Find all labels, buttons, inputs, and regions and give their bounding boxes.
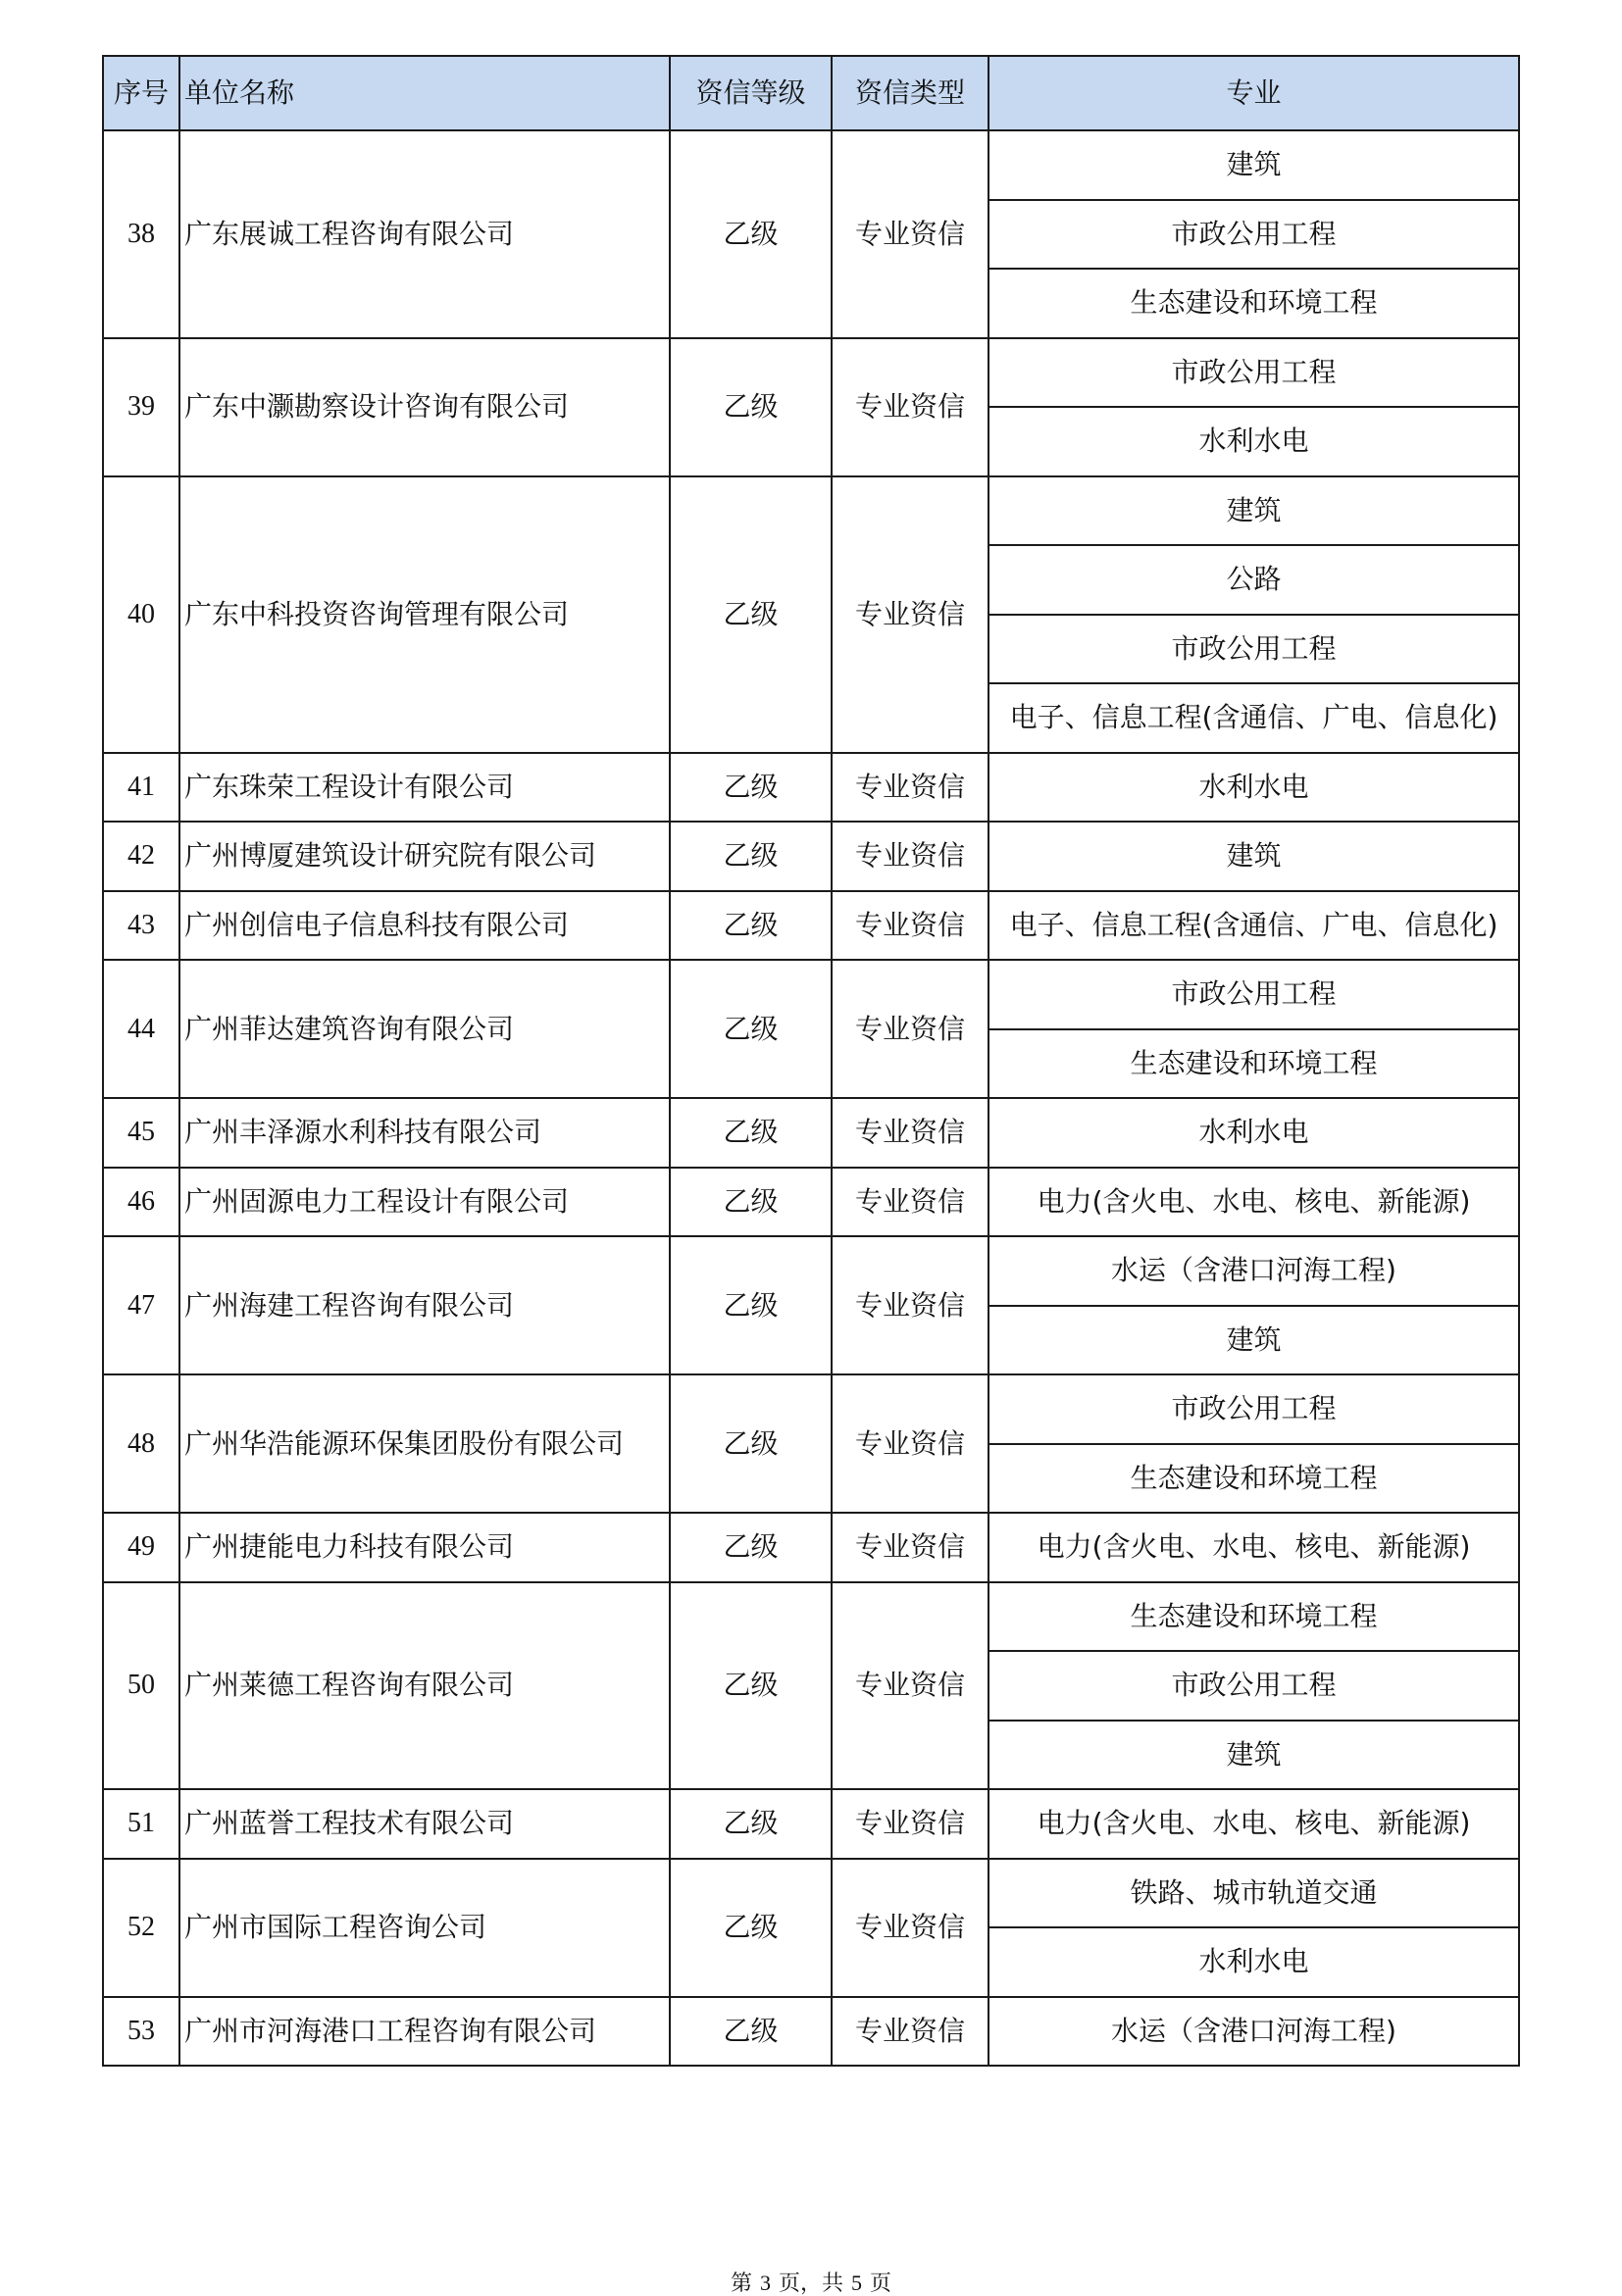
qualification-grade: 乙级 xyxy=(670,338,832,476)
qualification-grade: 乙级 xyxy=(670,1513,832,1582)
specialty-cell: 水利水电 xyxy=(988,753,1519,823)
specialty-cell: 市政公用工程 xyxy=(988,1374,1519,1444)
company-name: 广州博厦建筑设计研究院有限公司 xyxy=(179,822,670,891)
qualification-type: 专业资信 xyxy=(832,822,988,891)
qualification-type: 专业资信 xyxy=(832,1582,988,1790)
specialty-cell: 电子、信息工程(含通信、广电、信息化) xyxy=(988,891,1519,961)
company-name: 广州捷能电力科技有限公司 xyxy=(179,1513,670,1582)
specialty-cell: 电力(含火电、水电、核电、新能源) xyxy=(988,1513,1519,1582)
qualification-type: 专业资信 xyxy=(832,960,988,1098)
row-number: 53 xyxy=(103,1997,179,2067)
specialty-cell: 水运（含港口河海工程) xyxy=(988,1997,1519,2067)
specialty-cell: 水利水电 xyxy=(988,407,1519,476)
row-number: 44 xyxy=(103,960,179,1098)
qualification-type: 专业资信 xyxy=(832,1098,988,1168)
qualification-grade: 乙级 xyxy=(670,130,832,338)
table-row xyxy=(103,338,1519,408)
specialty-cell: 建筑 xyxy=(988,1306,1519,1375)
company-name: 广州市国际工程咨询公司 xyxy=(179,1859,670,1997)
row-number: 51 xyxy=(103,1789,179,1859)
specialty-cell: 建筑 xyxy=(988,476,1519,546)
footer-total-pages: 5 xyxy=(851,2271,862,2295)
specialty-cell: 建筑 xyxy=(988,1721,1519,1790)
specialty-cell: 市政公用工程 xyxy=(988,615,1519,684)
header-no: 序号 xyxy=(103,56,179,130)
specialty-cell: 生态建设和环境工程 xyxy=(988,1444,1519,1514)
qualification-grade: 乙级 xyxy=(670,1789,832,1859)
table-row xyxy=(103,1789,1519,1859)
qualification-type: 专业资信 xyxy=(832,891,988,961)
qualification-type: 专业资信 xyxy=(832,1789,988,1859)
company-name: 广东珠荣工程设计有限公司 xyxy=(179,753,670,823)
table-row xyxy=(103,1236,1519,1306)
specialty-cell: 市政公用工程 xyxy=(988,1651,1519,1721)
table-row xyxy=(103,753,1519,823)
qualification-type: 专业资信 xyxy=(832,1513,988,1582)
table-row xyxy=(103,1168,1519,1237)
page-footer xyxy=(0,2272,1622,2295)
row-number: 41 xyxy=(103,753,179,823)
specialty-cell: 水运（含港口河海工程) xyxy=(988,1236,1519,1306)
qualification-grade: 乙级 xyxy=(670,960,832,1098)
specialty-cell: 建筑 xyxy=(988,130,1519,200)
row-number: 46 xyxy=(103,1168,179,1237)
header-grade: 资信等级 xyxy=(670,56,832,130)
qualification-grade: 乙级 xyxy=(670,1997,832,2067)
qualification-type: 专业资信 xyxy=(832,130,988,338)
row-number: 40 xyxy=(103,476,179,753)
row-number: 47 xyxy=(103,1236,179,1374)
table-row xyxy=(103,891,1519,961)
row-number: 38 xyxy=(103,130,179,338)
specialty-cell: 水利水电 xyxy=(988,1098,1519,1168)
footer-page-number: 3 xyxy=(759,2271,771,2295)
company-name: 广州市河海港口工程咨询有限公司 xyxy=(179,1997,670,2067)
specialty-cell: 公路 xyxy=(988,545,1519,615)
table-row xyxy=(103,822,1519,891)
company-name: 广东中科投资咨询管理有限公司 xyxy=(179,476,670,753)
qualification-type: 专业资信 xyxy=(832,1236,988,1374)
specialty-cell: 建筑 xyxy=(988,822,1519,891)
company-name: 广州莱德工程咨询有限公司 xyxy=(179,1582,670,1790)
table-body xyxy=(103,130,1519,2066)
company-name: 广东中灏勘察设计咨询有限公司 xyxy=(179,338,670,476)
specialty-cell: 生态建设和环境工程 xyxy=(988,1029,1519,1099)
specialty-cell: 市政公用工程 xyxy=(988,960,1519,1029)
footer-prefix: 第 xyxy=(730,2271,752,2296)
qualification-grade: 乙级 xyxy=(670,476,832,753)
company-name: 广州华浩能源环保集团股份有限公司 xyxy=(179,1374,670,1513)
qualification-grade: 乙级 xyxy=(670,822,832,891)
table-row xyxy=(103,1374,1519,1444)
specialty-cell: 电力(含火电、水电、核电、新能源) xyxy=(988,1789,1519,1859)
row-number: 43 xyxy=(103,891,179,961)
specialty-cell: 市政公用工程 xyxy=(988,338,1519,408)
specialty-cell: 电子、信息工程(含通信、广电、信息化) xyxy=(988,683,1519,753)
table-row xyxy=(103,476,1519,546)
company-name: 广州海建工程咨询有限公司 xyxy=(179,1236,670,1374)
company-name: 广东展诚工程咨询有限公司 xyxy=(179,130,670,338)
table-row xyxy=(103,1098,1519,1168)
row-number: 45 xyxy=(103,1098,179,1168)
qualification-grade: 乙级 xyxy=(670,753,832,823)
qualification-type: 专业资信 xyxy=(832,1168,988,1237)
row-number: 39 xyxy=(103,338,179,476)
specialty-cell: 铁路、城市轨道交通 xyxy=(988,1859,1519,1928)
specialty-cell: 生态建设和环境工程 xyxy=(988,269,1519,338)
header-specialty: 专业 xyxy=(988,56,1519,130)
row-number: 49 xyxy=(103,1513,179,1582)
specialty-cell: 生态建设和环境工程 xyxy=(988,1582,1519,1652)
company-name: 广州固源电力工程设计有限公司 xyxy=(179,1168,670,1237)
company-name: 广州蓝誉工程技术有限公司 xyxy=(179,1789,670,1859)
table-row xyxy=(103,130,1519,200)
qualification-grade: 乙级 xyxy=(670,1582,832,1790)
qualification-type: 专业资信 xyxy=(832,1997,988,2067)
row-number: 42 xyxy=(103,822,179,891)
qualification-type: 专业资信 xyxy=(832,1859,988,1997)
qualification-grade: 乙级 xyxy=(670,1168,832,1237)
specialty-cell: 水利水电 xyxy=(988,1927,1519,1997)
footer-suffix: 页 xyxy=(870,2271,892,2296)
qualification-table xyxy=(102,55,1520,2067)
row-number: 52 xyxy=(103,1859,179,1997)
qualification-grade: 乙级 xyxy=(670,1098,832,1168)
qualification-grade: 乙级 xyxy=(670,891,832,961)
specialty-cell: 市政公用工程 xyxy=(988,200,1519,270)
table-row xyxy=(103,1997,1519,2067)
qualification-type: 专业资信 xyxy=(832,476,988,753)
qualification-type: 专业资信 xyxy=(832,338,988,476)
table-row xyxy=(103,1582,1519,1652)
specialty-cell: 电力(含火电、水电、核电、新能源) xyxy=(988,1168,1519,1237)
footer-middle: 页，共 xyxy=(778,2271,843,2296)
qualification-type: 专业资信 xyxy=(832,1374,988,1513)
qualification-grade: 乙级 xyxy=(670,1236,832,1374)
row-number: 50 xyxy=(103,1582,179,1790)
table-row xyxy=(103,1859,1519,1928)
qualification-type: 专业资信 xyxy=(832,753,988,823)
company-name: 广州菲达建筑咨询有限公司 xyxy=(179,960,670,1098)
company-name: 广州丰泽源水利科技有限公司 xyxy=(179,1098,670,1168)
header-type: 资信类型 xyxy=(832,56,988,130)
header-name: 单位名称 xyxy=(179,56,670,130)
company-name: 广州创信电子信息科技有限公司 xyxy=(179,891,670,961)
qualification-grade: 乙级 xyxy=(670,1374,832,1513)
table-row xyxy=(103,1513,1519,1582)
qualification-grade: 乙级 xyxy=(670,1859,832,1997)
table-row xyxy=(103,960,1519,1029)
row-number: 48 xyxy=(103,1374,179,1513)
table-header-row xyxy=(103,56,1519,130)
